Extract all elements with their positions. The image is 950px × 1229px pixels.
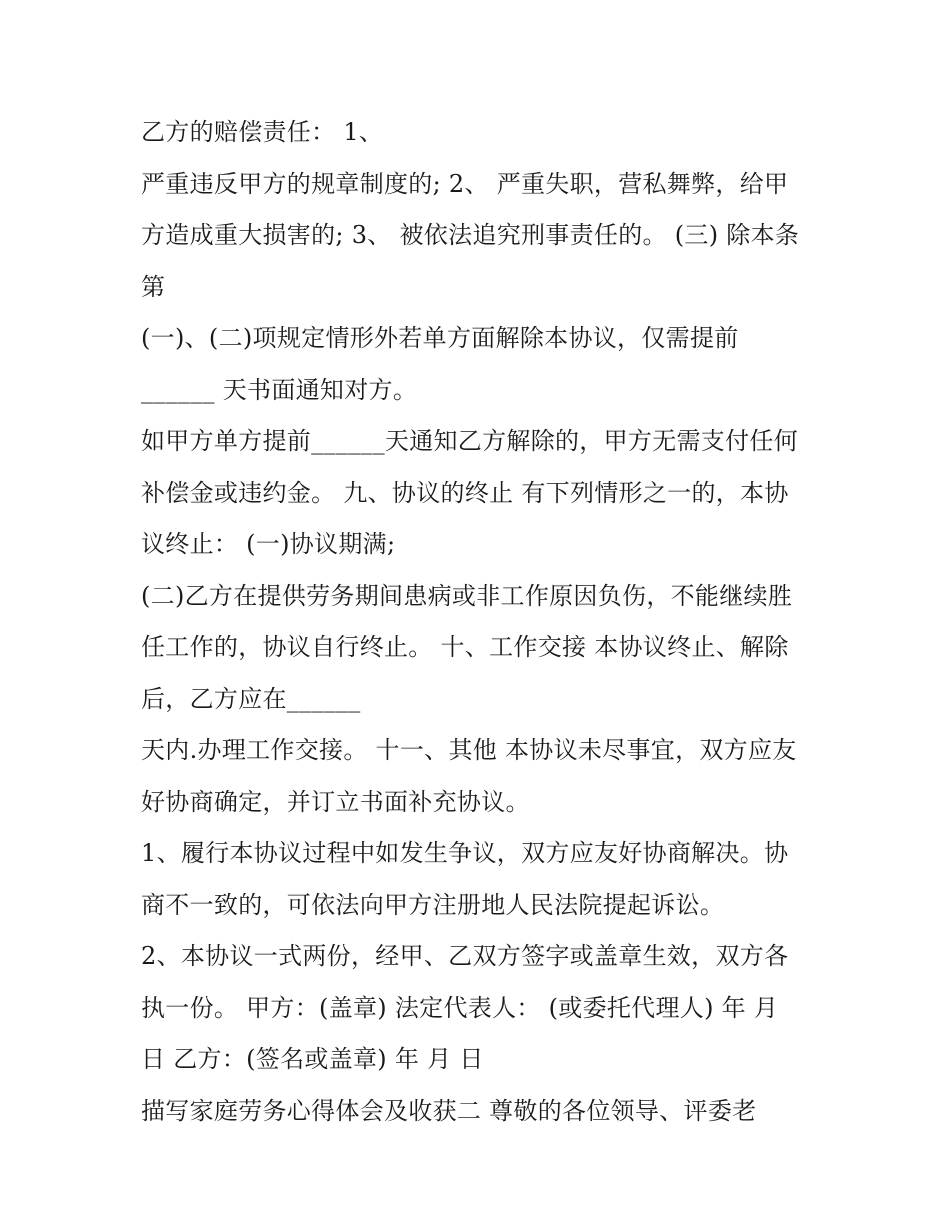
text-line: 任工作的，协议自行终止。 十、工作交接 本协议终止、解除 [141,633,789,661]
text-line: (一)、(二)项规定情形外若单方面解除本协议，仅需提前 [141,324,739,352]
text-line: 2、本协议一式两份，经甲、乙双方签字或盖章生效，双方各 [141,942,789,970]
text-line: 补偿金或违约金。 九、协议的终止 有下列情形之一的，本协 [141,478,789,507]
text-line: 日 乙方：(签名或盖章) 年 月 日 [141,1045,484,1073]
text-line: 好协商确定，并订立书面补充协议。 [141,787,530,816]
text-line: 1、履行本协议过程中如发生争议，双方应友好协商解决。协 [141,839,789,867]
text-line: 执一份。 甲方：(盖章) 法定代表人： (或委托代理人) 年 月 [141,993,779,1022]
text-line: 商不一致的，可依法向甲方注册地人民法院提起诉讼。 [141,890,725,919]
text-line: 严重违反甲方的规章制度的; 2、 严重失职，营私舞弊，给甲 [141,169,789,198]
text-line: (二)乙方在提供劳务期间患病或非工作原因负伤，不能继续胜 [141,581,793,610]
text-line: 第 [141,272,166,301]
document-body [141,107,821,1137]
text-line: 方造成重大损害的; 3、 被依法追究刑事责任的。 (三) 除本条 [141,221,800,249]
text-line: 如甲方单方提前______天通知乙方解除的，甲方无需支付任何 [141,427,798,455]
text-line: 议终止： (一)协议期满; [141,530,396,558]
text-line: 后，乙方应在______ [141,684,361,713]
text-line: 描写家庭劳务心得体会及收获二 尊敬的各位领导、评委老 [141,1096,757,1125]
text-line: 乙方的赔偿责任： 1、 [141,118,384,146]
text-line: ______ 天书面通知对方。 [141,375,418,404]
text-line: 天内.办理工作交接。 十一、其他 本协议未尽事宜，双方应友 [141,736,797,764]
